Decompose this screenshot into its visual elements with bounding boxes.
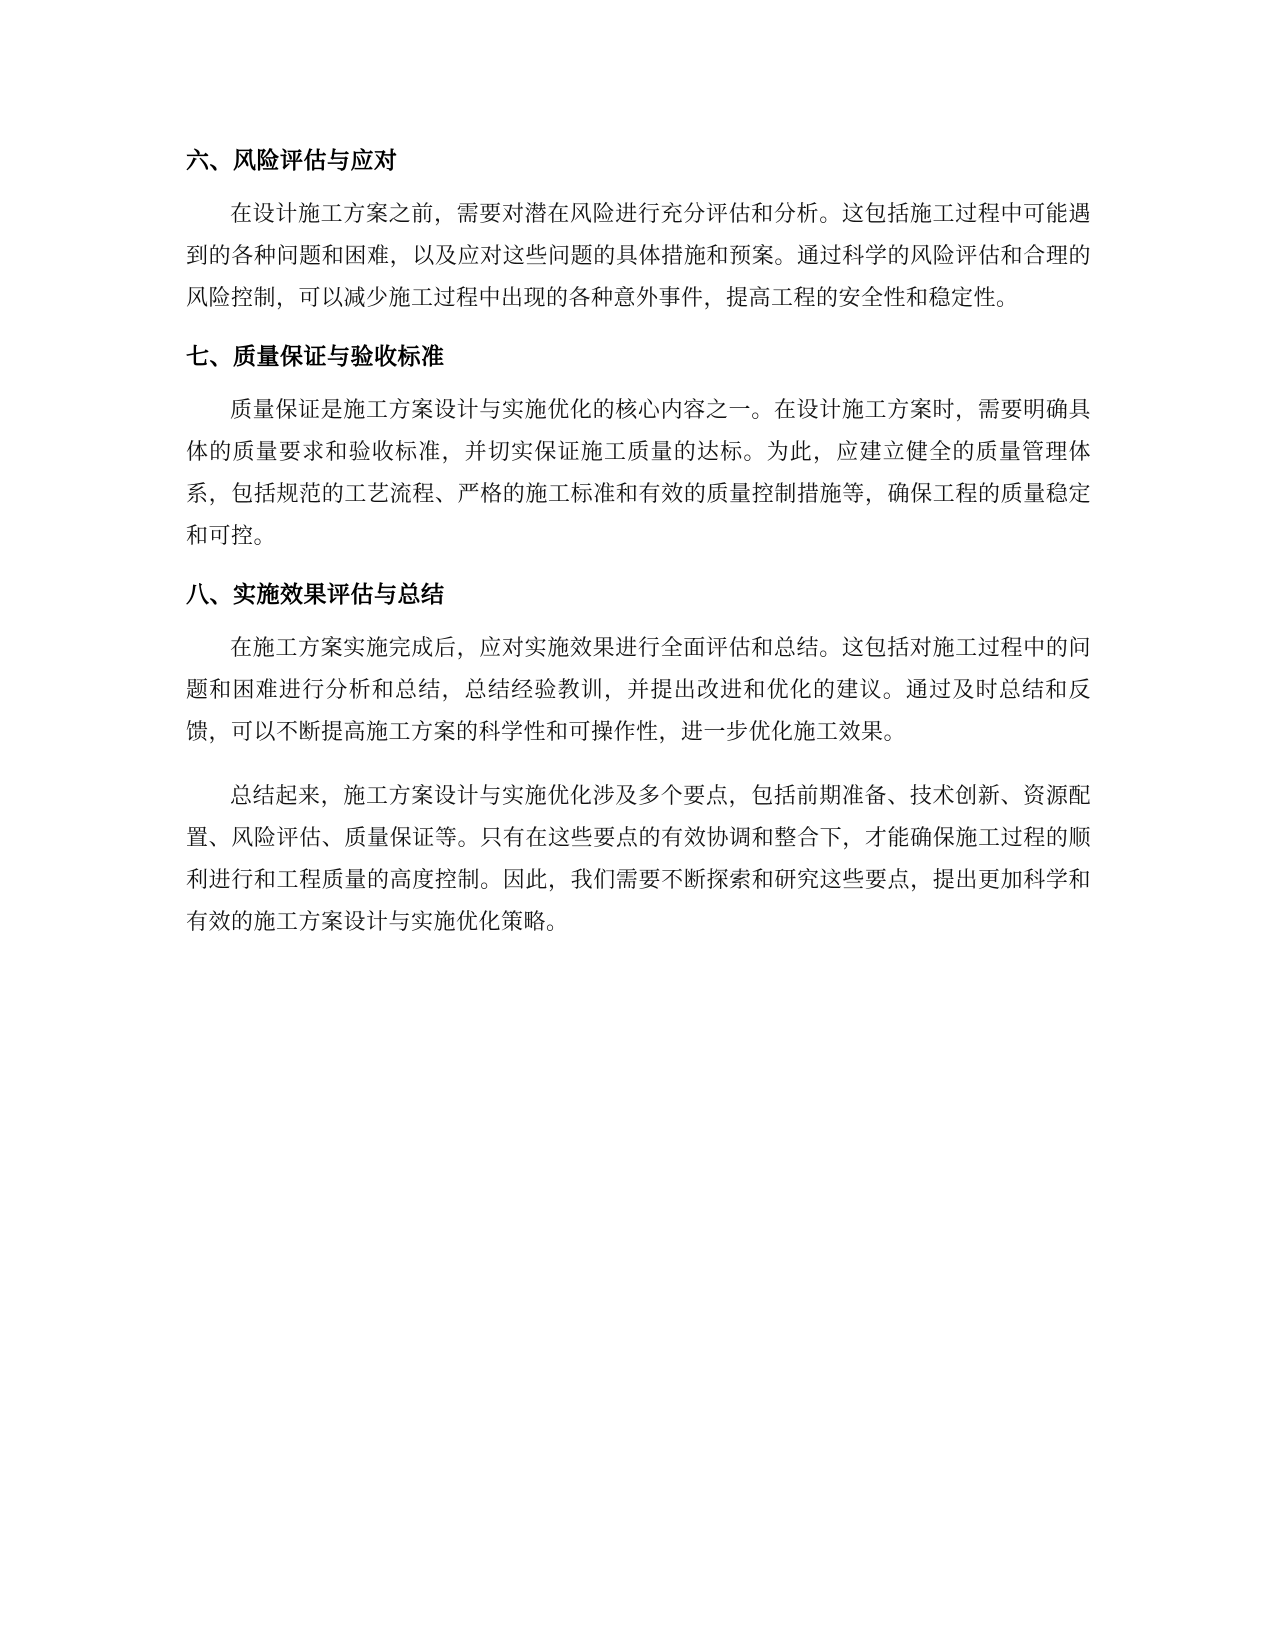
section-paragraph: 在设计施工方案之前，需要对潜在风险进行充分评估和分析。这包括施工过程中可能遇到的各种问题和困难，以及应对这些问题的具体措施和预案。通过科学的风险评估和合理的风险控制，可以减少施工过程中出现的各种意外事件，提高工程的安全性和稳定性。 bbox=[186, 202, 1091, 311]
section-paragraph: 在施工方案实施完成后，应对实施效果进行全面评估和总结。这包括对施工过程中的问题和困难进行分析和总结，总结经验教训，并提出改进和优化的建议。通过及时总结和反馈，可以不断提高施工方案的科学性和可操作性，进一步优化施工效果。 bbox=[186, 636, 1091, 745]
section-risk-assessment bbox=[186, 146, 1091, 320]
section-quality-assurance bbox=[186, 342, 1091, 558]
section-paragraph: 质量保证是施工方案设计与实施优化的核心内容之一。在设计施工方案时，需要明确具体的质量要求和验收标准，并切实保证施工质量的达标。为此，应建立健全的质量管理体系，包括规范的工艺流程、严格的施工标准和有效的质量控制措施等，确保工程的质量稳定和可控。 bbox=[186, 398, 1091, 549]
section-heading: 六、风险评估与应对 bbox=[186, 148, 398, 174]
section-effect-evaluation bbox=[186, 580, 1091, 754]
section-heading: 七、质量保证与验收标准 bbox=[186, 344, 445, 370]
summary-paragraph: 总结起来，施工方案设计与实施优化涉及多个要点，包括前期准备、技术创新、资源配置、风险评估、质量保证等。只有在这些要点的有效协调和整合下，才能确保施工过程的顺利进行和工程质量的高度控制。因此，我们需要不断探索和研究这些要点，提出更加科学和有效的施工方案设计与实施优化策略。 bbox=[186, 784, 1091, 935]
document-content bbox=[186, 146, 1091, 944]
section-heading: 八、实施效果评估与总结 bbox=[186, 582, 445, 608]
